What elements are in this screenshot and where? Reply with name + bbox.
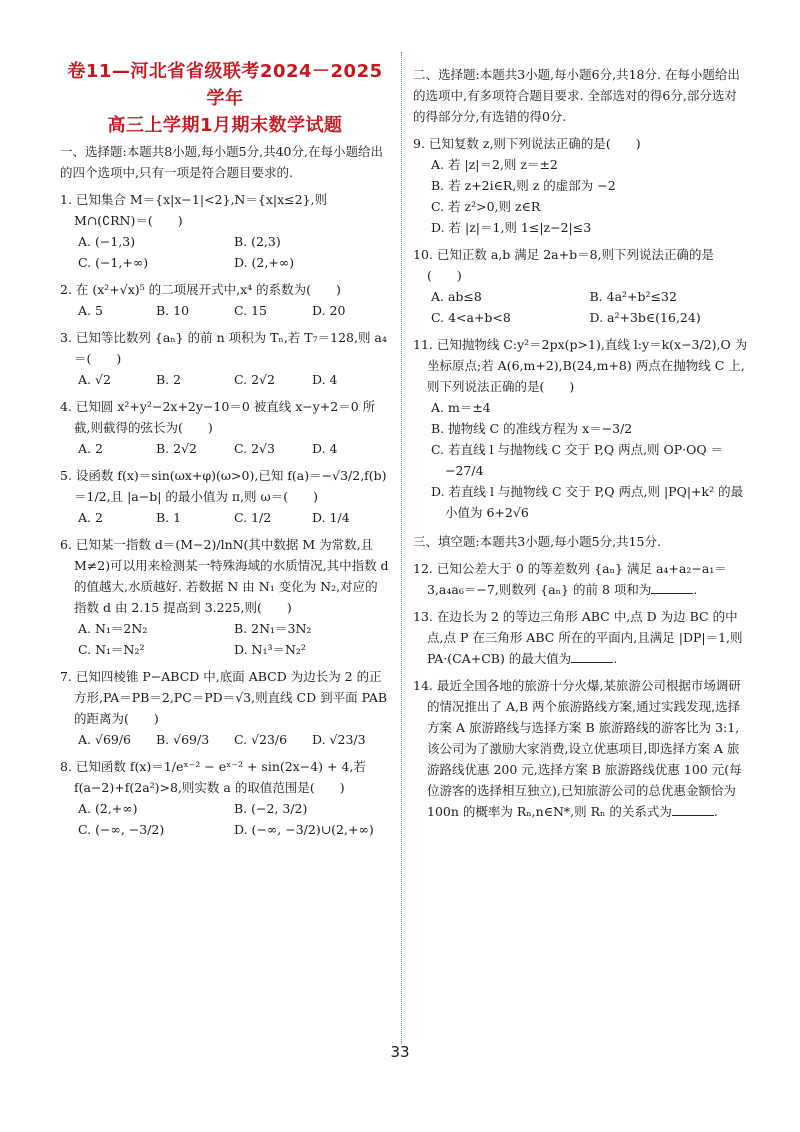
section-1-header: 一、选择题:本题共8小题,每小题5分,共40分,在每小题给出的四个选项中,只有一项是符合题目要求的. bbox=[60, 144, 383, 180]
question-3 bbox=[60, 327, 390, 390]
option-d: D. 若 |z|＝1,则 1≤|z−2|≤3 bbox=[431, 220, 592, 235]
question-stem: 14. 最近全国各地的旅游十分火爆,某旅游公司根据市场调研的情况推出了 A,B 两个旅游路线方案,通过实践发现,选择方案 A 旅游路线与选择方案 B 旅游路线的游客比为 3:1,该公司为了激励大家消费,设立优惠项目,即选择方案 A 旅游路线优惠 200 元,选择方案 B 旅游路线优惠 100 元(每位游客的选择相互独立),已知旅游公司的总优惠金额恰为 100n 的概率为 Rₙ,n∈N*,则 Rₙ 的关系式为 bbox=[413, 678, 742, 819]
question-7 bbox=[60, 666, 390, 750]
option-b: B. √69/3 bbox=[156, 732, 210, 747]
section-3-header: 三、填空题:本题共3小题,每小题5分,共15分. bbox=[413, 534, 661, 549]
question-5 bbox=[60, 465, 390, 528]
option-d: D. 4 bbox=[312, 441, 338, 456]
option-d: D. 20 bbox=[312, 303, 346, 318]
answer-blank bbox=[571, 650, 613, 663]
option-b: B. (2,3) bbox=[234, 234, 281, 249]
option-b: B. 2 bbox=[156, 372, 182, 387]
option-c: C. (−1,+∞) bbox=[78, 255, 149, 270]
option-b: B. 抛物线 C 的准线方程为 x＝−3/2 bbox=[431, 421, 633, 436]
option-c: C. 4<a+b<8 bbox=[431, 310, 511, 325]
option-d: D. √23/3 bbox=[312, 732, 366, 747]
option-b: B. 4a²+b²≤32 bbox=[589, 289, 677, 304]
question-10 bbox=[413, 244, 748, 328]
option-d: D. N₁³＝N₂² bbox=[234, 642, 306, 657]
question-1 bbox=[60, 189, 390, 273]
option-d: D. a²+3b∈(16,24) bbox=[589, 310, 701, 325]
option-a: A. 2 bbox=[78, 510, 103, 525]
question-12: 12. 已知公差大于 0 的等差数列 {aₙ} 满足 a₄+a₂−a₁＝3,a₄a₆＝−7,则数列 {aₙ} 的前 8 项和为 . bbox=[413, 561, 727, 597]
question-8 bbox=[60, 756, 390, 840]
option-d: D. 4 bbox=[312, 372, 338, 387]
option-a: A. ab≤8 bbox=[431, 289, 482, 304]
page-number: 33 bbox=[390, 1043, 410, 1061]
exam-title-line2: 高三上学期1月期末数学试题 bbox=[107, 115, 343, 136]
option-a: A. √69/6 bbox=[78, 732, 132, 747]
question-14: 14. 最近全国各地的旅游十分火爆,某旅游公司根据市场调研的情况推出了 A,B 两个旅游路线方案,通过实践发现,选择方案 A 旅游路线与选择方案 B 旅游路线的游客比为 3:1,该公司为了激励大家消费,设立优惠项目,即选择方案 A 旅游路线优惠 200 元,选择方案 B 旅游路线优惠 100 元(每位游客的选择相互独立),已知旅游公司的总优惠金额恰为 100n 的概率为 Rₙ,n∈N*,则 Rₙ 的关系式为 . bbox=[413, 678, 742, 819]
question-9 bbox=[413, 133, 748, 238]
option-b: B. 2√2 bbox=[156, 441, 198, 456]
option-c: C. 1/2 bbox=[234, 510, 272, 525]
question-13: 13. 在边长为 2 的等边三角形 ABC 中,点 D 为边 BC 的中点,点 P 在三角形 ABC 所在的平面内,且满足 |DP|＝1,则 PA·(CA+CB) 的最大值为 . bbox=[413, 609, 743, 666]
option-d: D. 1/4 bbox=[312, 510, 350, 525]
question-stem: 10. 已知正数 a,b 满足 2a+b＝8,则下列说法正确的是( ) bbox=[413, 247, 715, 283]
question-4 bbox=[60, 396, 390, 459]
option-a: A. 2 bbox=[78, 441, 103, 456]
question-stem: 9. 已知复数 z,则下列说法正确的是( ) bbox=[413, 136, 641, 151]
option-d: D. (2,+∞) bbox=[234, 255, 295, 270]
option-c: C. √23/6 bbox=[234, 732, 288, 747]
question-stem: 12. 已知公差大于 0 的等差数列 {aₙ} 满足 a₄+a₂−a₁＝3,a₄a₆＝−7,则数列 {aₙ} 的前 8 项和为 bbox=[413, 561, 727, 597]
option-a: A. (−1,3) bbox=[78, 234, 136, 249]
option-b: B. 10 bbox=[156, 303, 190, 318]
option-c: C. 2√2 bbox=[234, 372, 275, 387]
option-c: C. 若 z²>0,则 z∈R bbox=[431, 199, 541, 214]
question-11 bbox=[413, 334, 748, 523]
option-c: C. 若直线 l 与抛物线 C 交于 P,Q 两点,则 OP·OQ ＝−27/4 bbox=[431, 442, 724, 478]
option-c: C. 2√3 bbox=[234, 441, 275, 456]
option-c: C. (−∞, −3/2) bbox=[78, 822, 165, 837]
option-b: B. (−2, 3/2) bbox=[234, 801, 308, 816]
option-b: B. 1 bbox=[156, 510, 182, 525]
option-d: D. (−∞, −3/2)∪(2,+∞) bbox=[234, 822, 374, 837]
option-a: A. 若 |z|＝2,则 z＝±2 bbox=[431, 157, 558, 172]
left-column bbox=[60, 58, 390, 840]
question-stem: 7. 已知四棱锥 P−ABCD 中,底面 ABCD 为边长为 2 的正方形,PA＝PB＝2,PC＝PD＝√3,则直线 CD 到平面 PAB 的距离为( ) bbox=[60, 669, 388, 726]
answer-blank bbox=[651, 581, 693, 594]
answer-blank bbox=[672, 803, 714, 816]
option-a: A. (2,+∞) bbox=[78, 801, 138, 816]
question-6 bbox=[60, 534, 390, 660]
section-2-header: 二、选择题:本题共3小题,每小题6分,共18分. 在每小题给出的选项中,有多项符合题目要求. 全部选对的得6分,部分选对的得部分分,有选错的得0分. bbox=[413, 67, 740, 124]
question-stem: 6. 已知某一指数 d＝(M−2)/lnN(其中数据 M 为常数,且 M≠2)可以用来检测某一特殊海域的水质情况,其中指数 d 的值越大,水质越好. 若数据 N 由 N₁ 变化为 N₂,对应的指数 d 由 2.15 提高到 3.225,则( ) bbox=[60, 537, 389, 615]
right-column bbox=[413, 62, 748, 822]
option-d: D. 若直线 l 与抛物线 C 交于 P,Q 两点,则 |PQ|+k² 的最小值为 6+2√6 bbox=[431, 484, 744, 520]
question-stem: 1. 已知集合 M＝{x|x−1|<2},N＝{x|x≤2},则 M∩(∁RN)＝( ) bbox=[60, 192, 327, 228]
option-a: A. √2 bbox=[78, 372, 111, 387]
question-stem: 13. 在边长为 2 的等边三角形 ABC 中,点 D 为边 BC 的中点,点 P 在三角形 ABC 所在的平面内,且满足 |DP|＝1,则 PA·(CA+CB) 的最大值为 bbox=[413, 609, 743, 666]
option-a: A. 5 bbox=[78, 303, 103, 318]
option-a: A. m＝±4 bbox=[431, 400, 491, 415]
question-2 bbox=[60, 279, 390, 321]
option-a: A. N₁＝2N₂ bbox=[78, 621, 148, 636]
option-b: B. 2N₁＝3N₂ bbox=[234, 621, 312, 636]
option-b: B. 若 z+2i∈R,则 z 的虚部为 −2 bbox=[431, 178, 616, 193]
question-stem: 3. 已知等比数列 {aₙ} 的前 n 项积为 Tₙ,若 T₇＝128,则 a₄＝( ) bbox=[60, 330, 387, 366]
column-divider bbox=[401, 52, 402, 1044]
question-stem: 4. 已知圆 x²+y²−2x+2y−10＝0 被直线 x−y+2＝0 所截,则截得的弦长为( ) bbox=[60, 399, 376, 435]
question-stem: 5. 设函数 f(x)＝sin(ωx+φ)(ω>0),已知 f(a)＝−√3/2,f(b)＝1/2,且 |a−b| 的最小值为 π,则 ω＝( ) bbox=[60, 468, 387, 504]
question-stem: 8. 已知函数 f(x)＝1/eˣ⁻² − eˣ⁻² + sin(2x−4) + 4,若 f(a−2)+f(2a²)>8,则实数 a 的取值范围是( ) bbox=[60, 759, 366, 795]
question-stem: 11. 已知抛物线 C:y²＝2px(p>1),直线 l:y＝k(x−3/2),O 为坐标原点;若 A(6,m+2),B(24,m+8) 两点在抛物线 C 上,则下列说法正确的是( ) bbox=[413, 337, 748, 394]
question-stem: 2. 在 (x²+√x)⁵ 的二项展开式中,x⁴ 的系数为( ) bbox=[60, 282, 341, 297]
option-c: C. N₁＝N₂² bbox=[78, 642, 145, 657]
exam-title-line1: 卷11—河北省省级联考2024－2025学年 bbox=[67, 61, 383, 109]
option-c: C. 15 bbox=[234, 303, 267, 318]
